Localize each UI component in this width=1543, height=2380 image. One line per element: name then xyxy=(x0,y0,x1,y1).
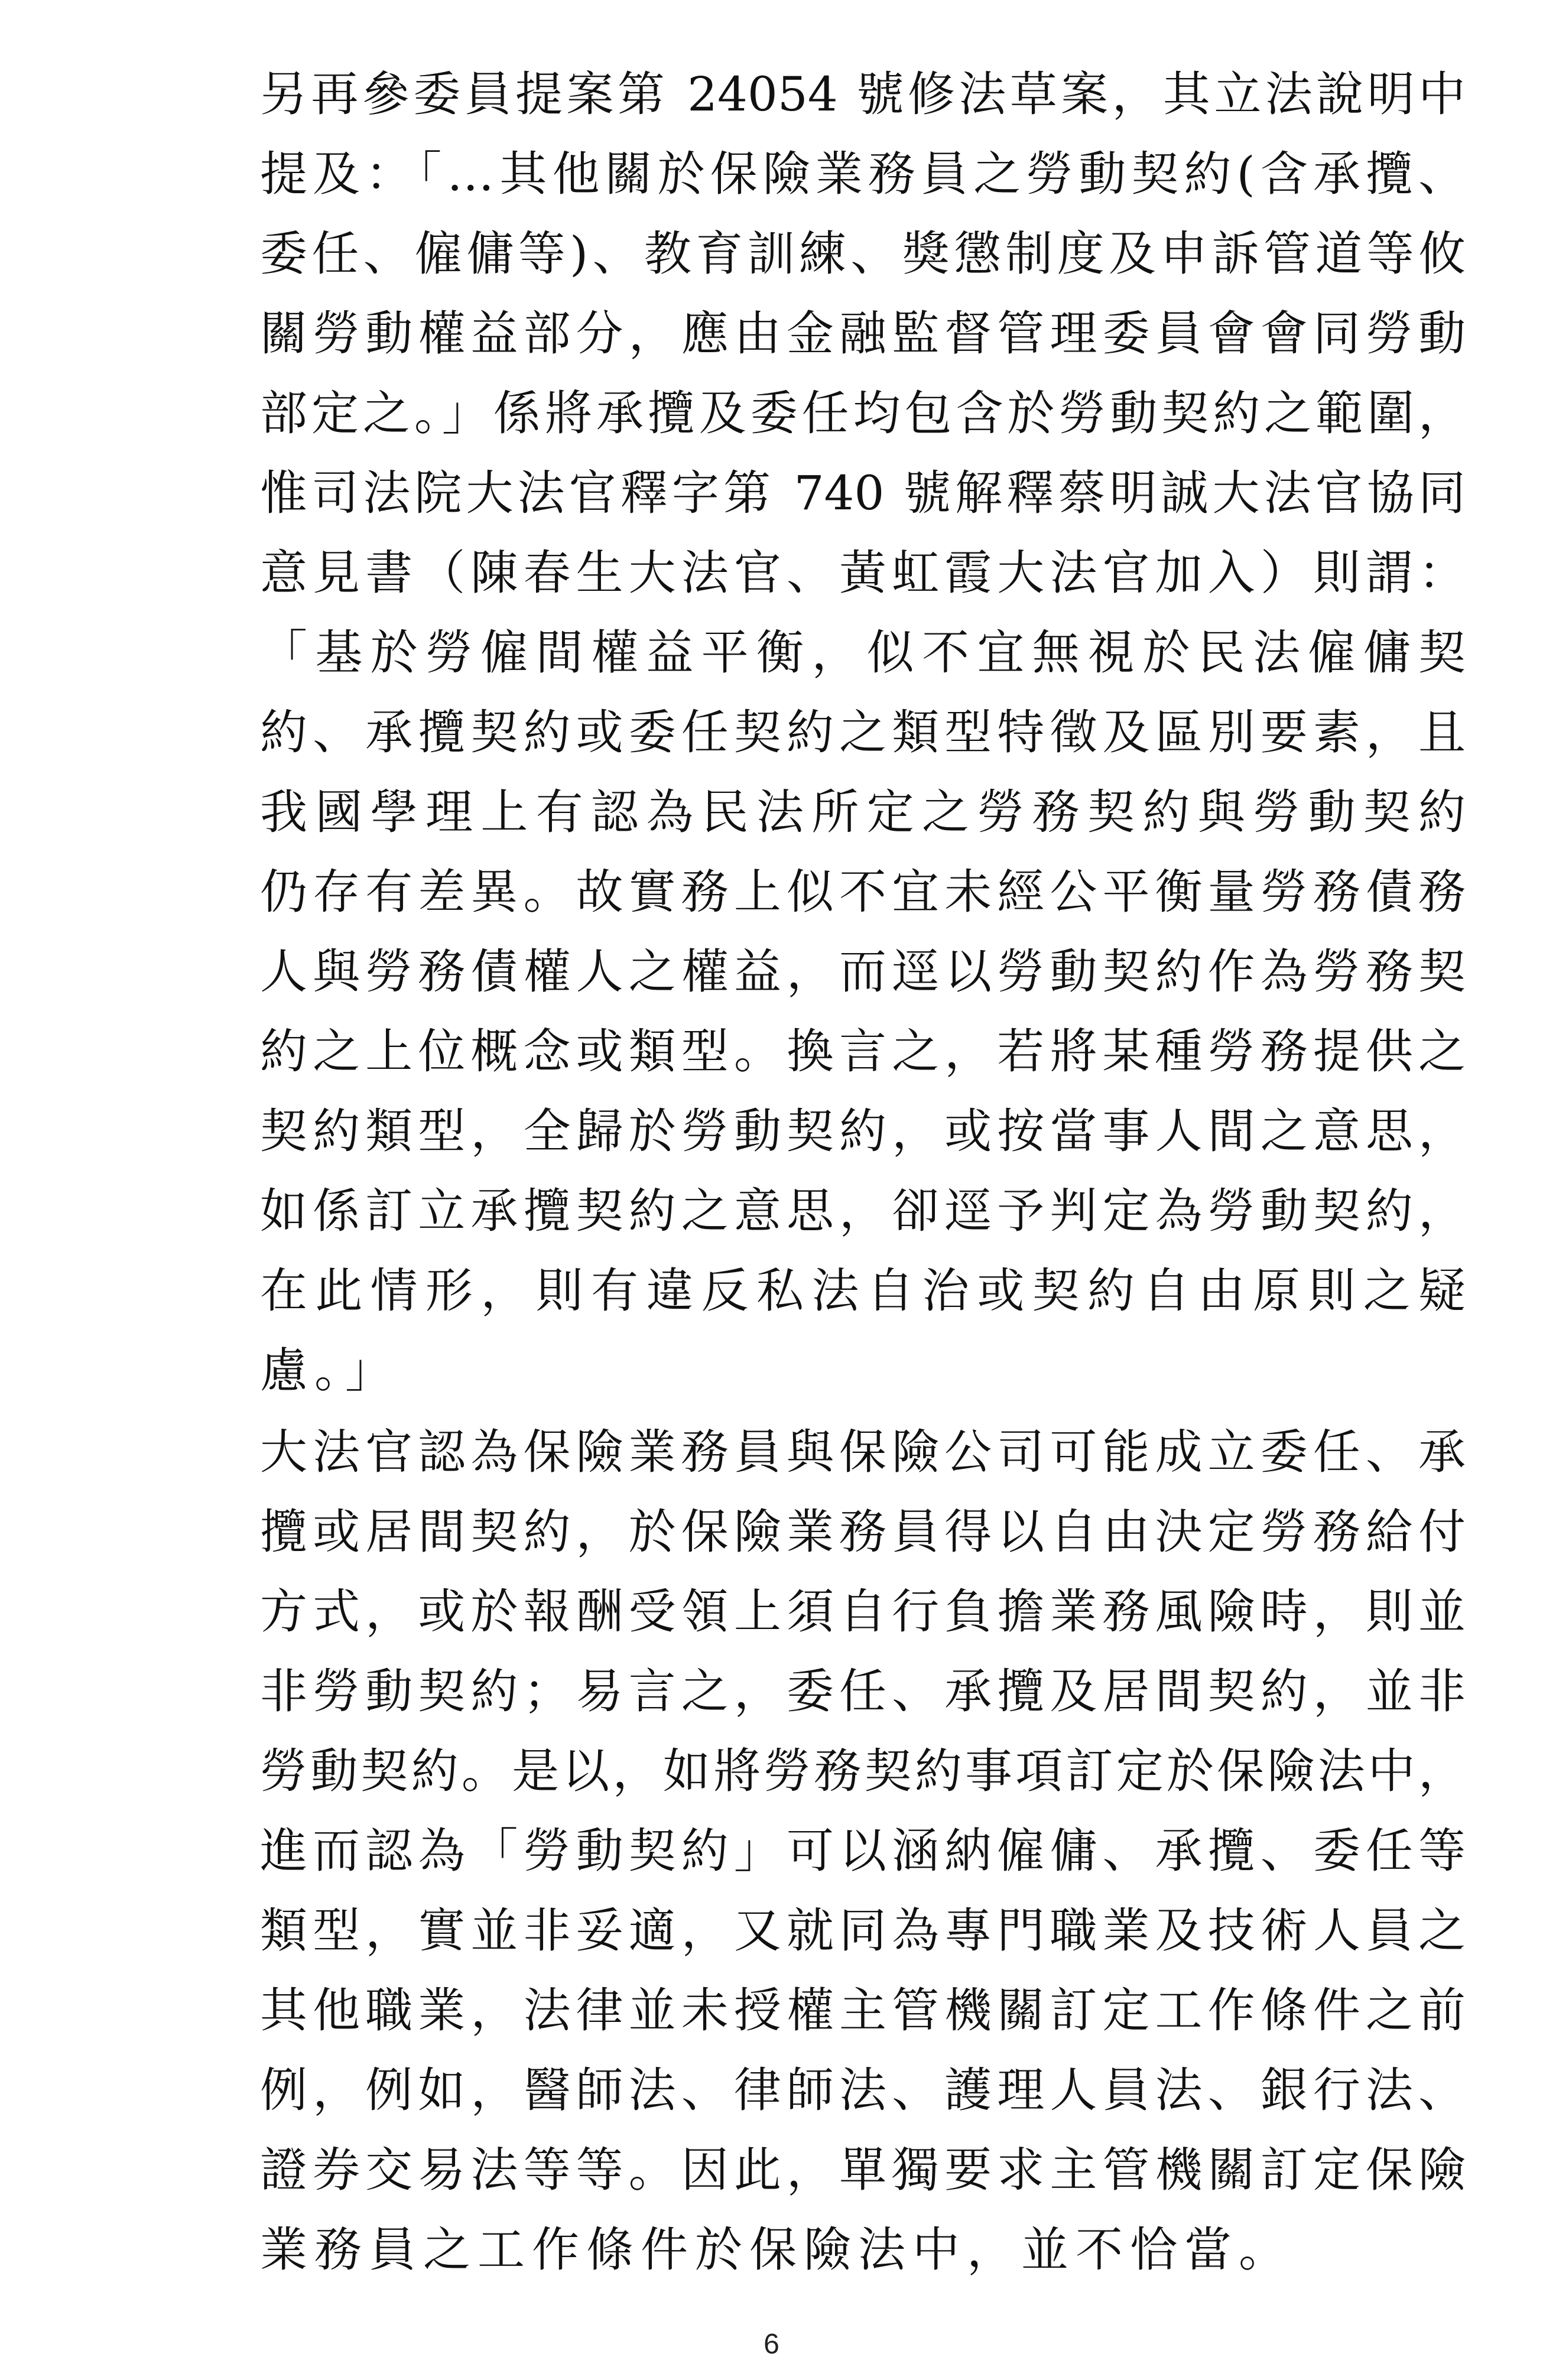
text-line: 慮。」 xyxy=(260,1343,399,1398)
text-line: 勞動契約。是以，如將勞務契約事項訂定於保險法中， xyxy=(260,1744,1466,1799)
text-line: 關勞動權益部分，應由金融監督管理委員會會同勞動 xyxy=(260,306,1466,361)
page-number: 6 xyxy=(764,2329,779,2360)
text-line: 意見書（陳春生大法官、黃虹霞大法官加入）則謂： xyxy=(260,545,1466,600)
text-line: 證券交易法等等。因此，單獨要求主管機關訂定保險 xyxy=(260,2142,1466,2197)
text-line: 約之上位概念或類型。換言之，若將某種勞務提供之 xyxy=(260,1024,1466,1079)
text-line: 在此情形，則有違反私法自治或契約自由原則之疑 xyxy=(260,1263,1466,1318)
text-line: 大法官認為保險業務員與保險公司可能成立委任、承 xyxy=(260,1425,1466,1480)
text-line: 約、承攬契約或委任契約之類型特徵及區別要素，且 xyxy=(260,705,1466,760)
text-line: 其他職業，法律並未授權主管機關訂定工作條件之前 xyxy=(260,1983,1466,2038)
text-line: 非勞動契約；易言之，委任、承攬及居間契約，並非 xyxy=(260,1664,1466,1719)
text-line: 進而認為「勞動契約」可以涵納僱傭、承攬、委任等 xyxy=(260,1823,1466,1878)
text-line: 部定之。」係將承攬及委任均包含於勞動契約之範圍， xyxy=(260,386,1466,441)
text-line: 攬或居間契約，於保險業務員得以自由決定勞務給付 xyxy=(260,1504,1466,1559)
text-line: 惟司法院大法官釋字第 740 號解釋蔡明誠大法官協同 xyxy=(260,466,1466,521)
text-line: 人與勞務債權人之權益，而逕以勞動契約作為勞務契 xyxy=(260,944,1466,999)
paragraph-1 xyxy=(260,54,1466,1410)
text-line: 我國學理上有認為民法所定之勞務契約與勞動契約 xyxy=(260,785,1466,840)
text-line: 仍存有差異。故實務上似不宜未經公平衡量勞務債務 xyxy=(260,864,1466,919)
text-line: 另再參委員提案第 24054 號修法草案，其立法說明中 xyxy=(260,67,1466,122)
text-line: 業務員之工作條件於保險法中，並不恰當。 xyxy=(260,2222,1293,2277)
paragraph-2 xyxy=(260,1412,1466,2290)
text-line: 「基於勞僱間權益平衡，似不宜無視於民法僱傭契 xyxy=(260,625,1466,680)
text-line: 如係訂立承攬契約之意思，卻逕予判定為勞動契約， xyxy=(260,1184,1466,1238)
text-line: 契約類型，全歸於勞動契約，或按當事人間之意思， xyxy=(260,1104,1466,1159)
text-line: 類型，實並非妥適，又就同為專門職業及技術人員之 xyxy=(260,1903,1466,1958)
text-line: 委任、僱傭等)、教育訓練、獎懲制度及申訴管道等攸 xyxy=(260,226,1466,281)
text-line: 方式，或於報酬受領上須自行負擔業務風險時，則並 xyxy=(260,1584,1466,1639)
text-line: 提及：「…其他關於保險業務員之勞動契約(含承攬、 xyxy=(260,147,1466,201)
text-line: 例，例如，醫師法、律師法、護理人員法、銀行法、 xyxy=(260,2063,1466,2118)
